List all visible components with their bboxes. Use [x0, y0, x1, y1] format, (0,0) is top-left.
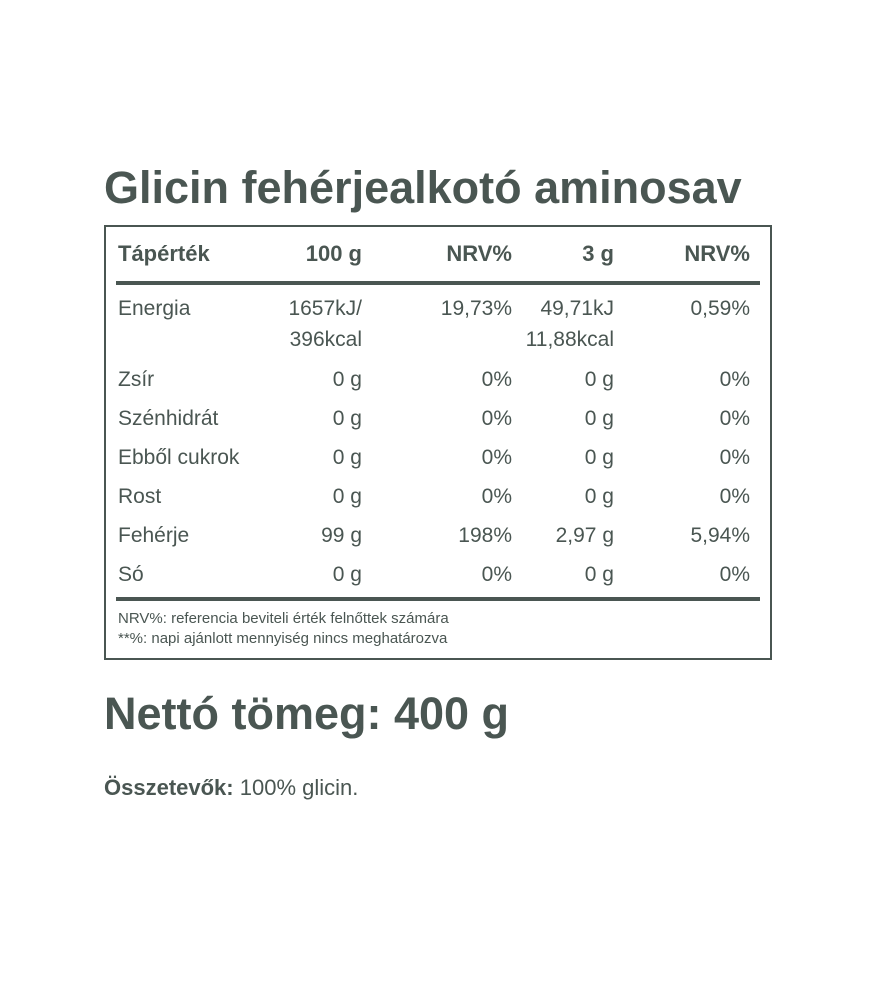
value-per-100g: 0 g [332, 446, 362, 469]
nutrient-name: Ebből cukrok [118, 446, 240, 469]
ingredients-value: 100% glicin. [233, 775, 359, 800]
value-per-3g: 0 g [584, 485, 614, 508]
header-nutrient: Tápérték [118, 241, 210, 266]
value-per-3g: 0 g [584, 563, 614, 586]
nutrient-name: Energia [118, 297, 191, 320]
value-per-100g: 99 g [321, 524, 362, 547]
value-per-100g: 1657kJ/ [288, 297, 362, 320]
daily-intake-note: **%: napi ajánlott mennyiség nincs meghatározva [118, 630, 448, 647]
net-weight: Nettó tömeg: 400 g [104, 688, 510, 739]
value-per-3g: 0 g [584, 368, 614, 391]
nrv-per-3g: 5,94% [690, 524, 750, 547]
header-per-100g: 100 g [305, 241, 362, 266]
nutrient-name: Fehérje [118, 524, 190, 547]
nrv-per-100g: 198% [458, 524, 512, 547]
table-notes [118, 609, 449, 649]
nrv-per-100g: 0% [481, 407, 512, 430]
ingredients [104, 773, 358, 803]
nrv-per-3g: 0% [719, 368, 750, 391]
nrv-per-3g: 0% [719, 407, 750, 430]
value-per-100g: 0 g [332, 407, 362, 430]
value-per-100g: 0 g [332, 485, 362, 508]
nrv-per-100g: 0% [481, 485, 512, 508]
nrv-per-3g: 0,59% [690, 297, 750, 320]
value-per-100g: 0 g [332, 368, 362, 391]
nutrient-name: Só [118, 563, 144, 586]
value-per-3g: 0 g [584, 407, 614, 430]
header-nrv-3g: NRV% [684, 241, 750, 266]
nrv-per-100g: 19,73% [440, 297, 512, 320]
ingredients-label: Összetevők: [104, 775, 234, 800]
nutrient-name: Szénhidrát [118, 407, 219, 430]
header-per-3g: 3 g [582, 241, 614, 266]
nrv-per-100g: 0% [481, 446, 512, 469]
value-per-100g: 0 g [332, 563, 362, 586]
nrv-per-3g: 0% [719, 485, 750, 508]
nrv-per-100g: 0% [481, 563, 512, 586]
nutrient-name: Zsír [118, 368, 155, 391]
nutrition-table [104, 225, 772, 660]
header-nrv-100g: NRV% [446, 241, 512, 266]
nrv-per-100g: 0% [481, 368, 512, 391]
value-per-3g-kcal: 11,88kcal [525, 328, 614, 351]
nrv-per-3g: 0% [719, 563, 750, 586]
value-per-3g: 49,71kJ [540, 297, 614, 320]
footer-divider [116, 597, 760, 601]
nrv-note: NRV%: referencia beviteli érték felnőttek számára [118, 610, 449, 627]
header-divider [116, 281, 760, 285]
value-per-100g-kcal: 396kcal [289, 328, 362, 351]
value-per-3g: 2,97 g [555, 524, 614, 547]
nutrient-name: Rost [118, 485, 162, 508]
value-per-3g: 0 g [584, 446, 614, 469]
product-title: Glicin fehérjealkotó aminosav [104, 162, 742, 213]
nrv-per-3g: 0% [719, 446, 750, 469]
table-header [106, 227, 770, 282]
